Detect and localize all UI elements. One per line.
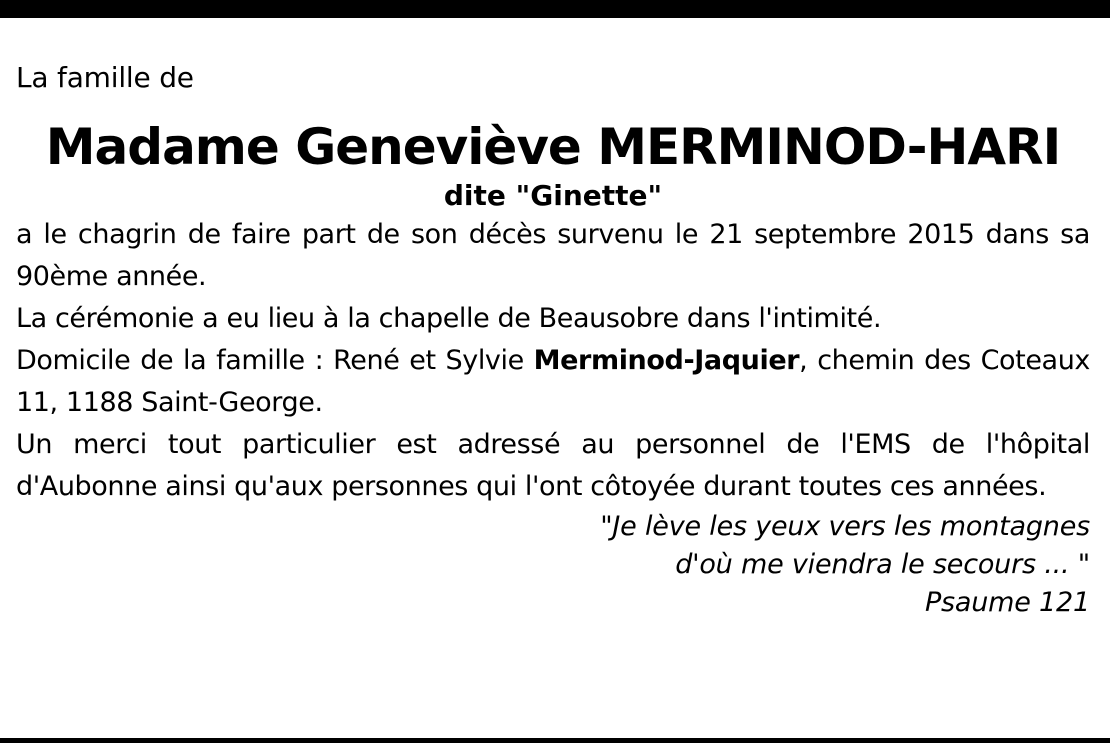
obituary-notice xyxy=(16,56,1090,622)
psalm-quote xyxy=(16,508,1090,622)
quote-line-2: d'où me viendra le secours ... " xyxy=(675,549,1090,580)
quote-line-1: "Je lève les yeux vers les montagnes xyxy=(600,511,1090,542)
thanks-paragraph: Un merci tout particulier est adressé au personnel de l'EMS de l'hôpital d'Aubonne ainsi qu'aux personnes qui l'ont côtoyée durant toutes ces années. xyxy=(16,429,1090,502)
notice-body xyxy=(16,214,1090,508)
domicile-prefix: Domicile de la famille : René et Sylvie xyxy=(16,345,534,376)
deceased-nickname: dite "Ginette" xyxy=(443,179,663,212)
family-name: Merminod-Jaquier xyxy=(533,345,800,376)
announcement-paragraph: a le chagrin de faire part de son décès survenu le 21 septembre 2015 dans sa 90ème année. xyxy=(16,219,1090,292)
quote-source: Psaume 121 xyxy=(924,587,1090,618)
top-border-rule xyxy=(0,0,1110,18)
intro-text: La famille de xyxy=(16,61,194,94)
domicile-suffix: , chemin des Coteaux 11, 1188 Saint-George. xyxy=(16,345,1090,418)
deceased-name: Madame Geneviève MERMINOD-HARI xyxy=(45,118,1061,176)
ceremony-paragraph: La cérémonie a eu lieu à la chapelle de Beausobre dans l'intimité. xyxy=(16,303,882,334)
domicile-paragraph xyxy=(16,340,1090,424)
bottom-border-rule xyxy=(0,738,1110,743)
